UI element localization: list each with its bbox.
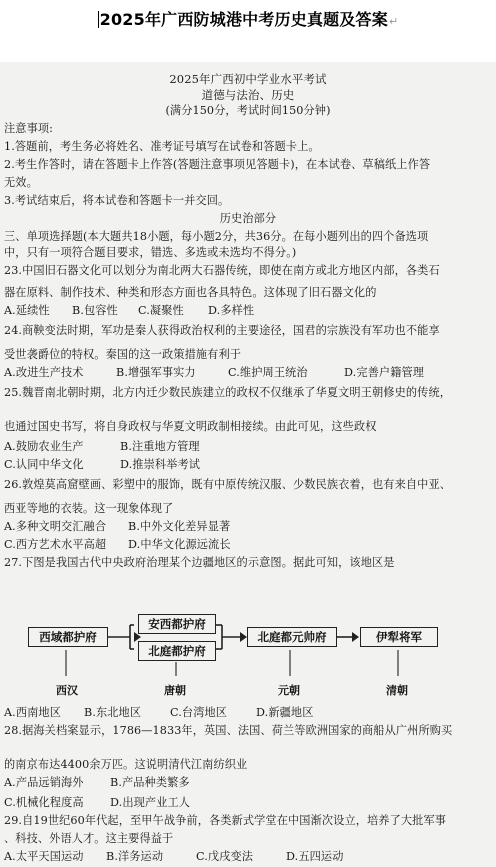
q29-stem-cont: 、科技、外语人才。这主要得益于	[4, 832, 174, 845]
q26-option-b: B.中外文化差异显著	[128, 520, 231, 533]
part3-instruction: 三、单项选择题(本大题共18小题，每小题2分，共36分。在每小题列出的四个备选项	[4, 230, 429, 243]
q23-stem-cont: 器在原料、制作技术、种类和形态方面也各具特色。这体现了旧石器文化的	[4, 286, 377, 299]
q26-option-a: A.多种文明交汇融合	[4, 520, 107, 533]
diagram-box-yili: 伊犁将军	[360, 627, 438, 647]
q24-stem-cont: 受世袭爵位的特权。秦国的这一政策措施有利于	[4, 348, 242, 361]
scanned-exam-page	[0, 62, 496, 867]
section-title: 历史治部分	[219, 212, 277, 225]
q28-options-row1	[4, 776, 190, 790]
diagram-box-anxi: 安西都护府	[138, 614, 216, 634]
diagram-box-xiyu: 西域都护府	[28, 627, 108, 647]
text-cursor	[98, 11, 99, 28]
era-label-tang: 唐朝	[164, 684, 186, 697]
q23-option-b: B.包容性	[72, 304, 118, 317]
q25-option-a: A.鼓励农业生产	[4, 440, 84, 453]
era-label-qing: 清朝	[386, 684, 408, 697]
q28-stem-cont: 的南京布达4400余万匹。这说明清代江南纺织业	[4, 758, 248, 771]
q27-stem: 27.下图是我国古代中央政府治理某个边疆地区的示意图。据此可知，该地区是	[4, 556, 395, 569]
q27-options	[4, 706, 313, 720]
q24-option-d: D.完善户籍管理	[344, 366, 425, 379]
q27-option-d: D.新疆地区	[256, 706, 314, 719]
q24-option-c: C.维护周王统治	[228, 366, 308, 379]
q28-option-c: C.机械化程度高	[4, 796, 84, 809]
q23-stem: 23.中国旧石器文化可以划分为南北两大石器传统，即使在南方或北方地区内部，各类石	[4, 264, 440, 277]
q24-stem: 24.商鞅变法时期，军功是秦人获得政治权利的主要途径，国君的宗族没有军功也不能享	[4, 324, 440, 337]
notice-item-3: 3.考试结束后，将本试卷和答题卡一并交回。	[4, 194, 230, 207]
exam-title: 2025年广西初中学业水平考试	[169, 72, 327, 86]
q26-option-d: D.中华文化源远流长	[128, 538, 231, 551]
q25-option-c: C.认同中华文化	[4, 458, 84, 471]
q29-options	[4, 850, 343, 864]
q27-diagram-arrows	[0, 62, 496, 867]
q28-option-a: A.产品远销海外	[4, 776, 84, 789]
arrowhead-2	[240, 632, 247, 642]
q25-stem: 25.魏晋南北朝时期，北方内迁少数民族建立的政权不仅继承了华夏文明王朝修史的传统，	[4, 386, 452, 399]
q24-option-a: A.改进生产技术	[4, 366, 84, 379]
notice-heading: 注意事项:	[4, 122, 54, 135]
q23-option-c: C.凝聚性	[138, 304, 184, 317]
exam-info: (满分150分，考试时间150分钟)	[165, 104, 331, 117]
q26-option-c: C.西方艺术水平高超	[4, 538, 107, 551]
q29-option-c: C.戊戌变法	[196, 850, 254, 863]
q29-option-b: B.洋务运动	[106, 850, 164, 863]
q27-option-b: B.东北地区	[84, 706, 142, 719]
diagram-box-beiting: 北庭都护府	[138, 641, 216, 661]
part3-instruction-cont: 中，只有一项符合题目要求，错选、多选或未选均不得分。)	[4, 246, 297, 259]
q27-option-c: C.台湾地区	[170, 706, 228, 719]
q28-stem: 28.据海关档案显示，1786—1833年，英国、法国、荷兰等欧洲国家的商船从广州所购买	[4, 724, 453, 737]
paragraph-mark-icon: ↵	[388, 15, 399, 28]
q23-option-a: A.延续性	[4, 304, 50, 317]
q27-option-a: A.西南地区	[4, 706, 61, 719]
notice-item-2: 2.考生作答时，请在答题卡上作答(答题注意事项见答题卡)，在本试卷、草稿纸上作答	[4, 158, 431, 171]
q28-option-d: D.出现产业工人	[110, 796, 191, 809]
exam-subject: 道德与法治、历史	[201, 88, 295, 102]
q27-diagram	[0, 62, 496, 867]
q24-option-b: B.增强军事实力	[116, 366, 196, 379]
diagram-box-beiting-yuanshuai: 北庭都元帅府	[247, 627, 337, 647]
q28-option-b: B.产品种类繁多	[110, 776, 190, 789]
notice-item-1: 1.答题前，考生务必将姓名、准考证号填写在试卷和答题卡上。	[4, 140, 320, 153]
q25-option-d: D.推崇科举考试	[120, 458, 201, 471]
q23-option-d: D.多样性	[208, 304, 255, 317]
q25-option-b: B.注重地方管理	[120, 440, 200, 453]
document-title: 2025年广西防城港中考历史真题及答案↵	[99, 10, 399, 29]
notice-item-2-cont: 无效。	[4, 176, 38, 189]
q26-stem-cont: 西亚等地的衣装。这一现象体现了	[4, 502, 174, 515]
q29-stem: 29.自19世纪60年代起，至甲午战争前，各类新式学堂在中国渐次设立，培养了大批军事	[4, 814, 447, 827]
arrowhead-3	[352, 632, 359, 642]
q29-option-d: D.五四运动	[286, 850, 344, 863]
q28-options-row2	[4, 796, 190, 810]
era-label-xihan: 西汉	[56, 684, 78, 697]
era-label-yuan: 元朝	[278, 684, 300, 697]
q29-option-a: A.太平天国运动	[4, 850, 84, 863]
q25-stem-cont: 也通过国史书写，将自身政权与华夏文明政制相接续。由此可见，这些政权	[4, 420, 377, 433]
q26-stem: 26.敦煌莫高窟壁画、彩塑中的服饰，既有中原传统汉服、少数民族衣着，也有来自中亚、	[4, 478, 452, 491]
